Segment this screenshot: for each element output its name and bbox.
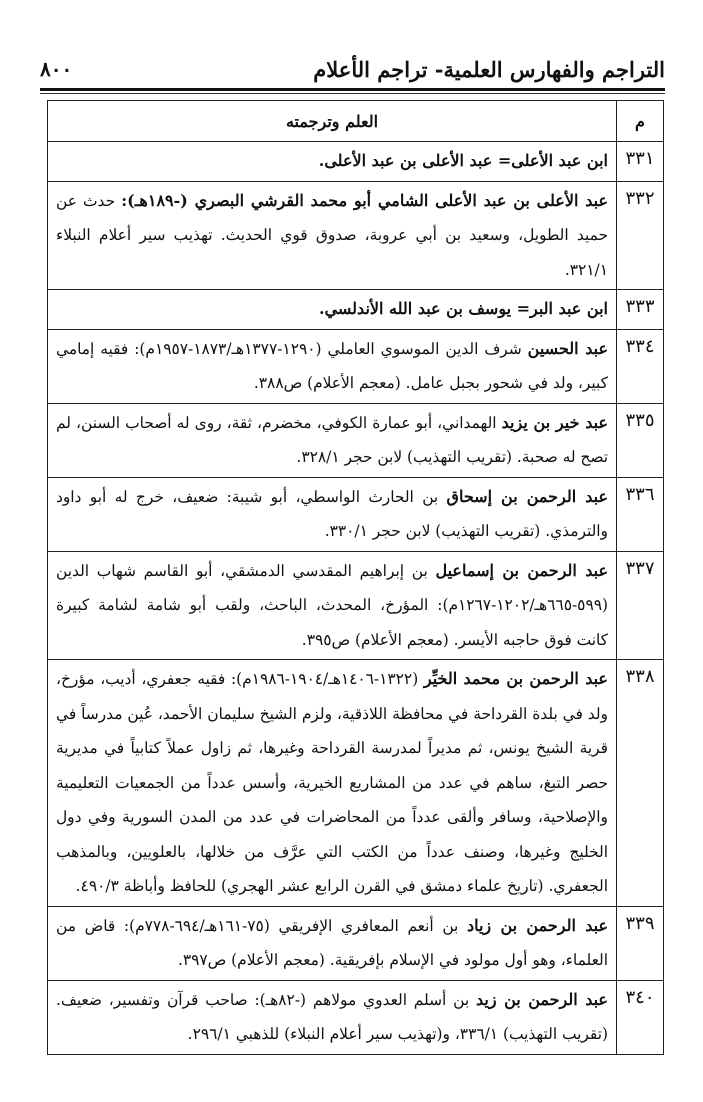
entry-number: ٣٣٩ <box>617 906 664 980</box>
table-row <box>48 980 664 1054</box>
entry-name: عبد الرحمن بن محمد الخيِّر <box>423 669 608 688</box>
entry-number: ٣٣٦ <box>617 477 664 551</box>
entry-name: عبد الرحمن بن زياد <box>466 915 608 935</box>
table-row <box>48 660 664 907</box>
header-rule-thin <box>40 93 665 94</box>
entry-name: عبد الأعلى بن عبد الأعلى الشامي أبو محمد القرشي البصري (-١٨٩هـ): <box>121 190 608 210</box>
entry-text: حدث عن حميد الطويل، وسعيد بن أبي عروبة، صدوق قوي الحديث. تهذيب سير أعلام النبلاء ٣٢١/١. <box>56 191 608 279</box>
entry-text: (١٣٢٢-١٤٠٦هـ/١٩٠٤-١٩٨٦م): فقيه جعفري، أديب، مؤرخ، ولد في بلدة القرداحة في محافظة اللاذقية، ولزم الشيخ سليمان الأحمد، عُين مدرساً في قرية الشيخ يونس، ثم مديراً لمدرسة القرداحة وغيرها، ثم زاول عملاً كتابياً في مديرية حصر التبغ، ساهم في عدد من المشاريع الخيرية، وأسس عدداً من الجمعيات التعليمية والإصلاحية، وسافر وألقى عدداً من المحاضرات في عدد من المدن السورية وفي دول الخليج وغيرها، وصنف عدداً من الكتب التي عرَّف من خلالها، بالعلويين، وبالمذهب الجعفري. (تاريخ علماء دمشق في القرن الرابع عشر الهجري) للحافظ وأباظة ٤٩٠/٣. <box>56 670 608 895</box>
entry-number: ٣٤٠ <box>617 980 664 1054</box>
entry-biography <box>48 181 617 290</box>
entry-text: شرف الدين الموسوي العاملي (١٢٩٠-١٣٧٧هـ/١٨٧٣-١٩٥٧م): فقيه إمامي كبير، ولد في شحور بجبل عامل. (معجم الأعلام) ص٣٨٨. <box>56 339 608 392</box>
page-header <box>40 52 665 86</box>
table-row <box>48 403 664 477</box>
column-header-biography: العلم وترجمته <box>48 101 617 142</box>
entry-number: ٣٣٧ <box>617 551 664 660</box>
entry-number: ٣٣٨ <box>617 660 664 907</box>
biography-table-container <box>47 100 664 1055</box>
table-row <box>48 551 664 660</box>
entry-name: عبد خير بن يزيد <box>501 412 609 432</box>
entry-name: عبد الرحمن بن إسماعيل <box>435 560 608 580</box>
entry-biography <box>48 142 617 182</box>
table-row <box>48 906 664 980</box>
column-header-number: م <box>617 101 664 142</box>
table-row <box>48 477 664 551</box>
entry-biography <box>48 477 617 551</box>
entry-text: بن الحارث الواسطي، أبو شيبة: ضعيف، خرج له أبو داود والترمذي. (تقريب التهذيب) لابن حجر ٣٣٠/١. <box>56 487 608 540</box>
entry-number: ٣٣٥ <box>617 403 664 477</box>
entry-biography <box>48 551 617 660</box>
entry-text: الهمداني، أبو عمارة الكوفي، مخضرم، ثقة، روى له أصحاب السنن، لم تصح له صحبة. (تقريب التهذيب) لابن حجر ٣٢٨/١. <box>56 413 608 466</box>
entry-number: ٣٣٤ <box>617 329 664 403</box>
running-title: التراجم والفهارس العلمية- تراجم الأعلام <box>313 56 665 82</box>
table-row <box>48 290 664 330</box>
table-row <box>48 329 664 403</box>
entry-biography <box>48 980 617 1054</box>
entry-text: بن إبراهيم المقدسي الدمشقي، أبو القاسم شهاب الدين (٥٩٩-٦٦٥هـ/١٢٠٢-١٢٦٧م): المؤرخ، المحدث، الباحث، ولقب أبو شامة لشامة كبيرة كانت فوق حاجبه الأيسر. (معجم الأعلام) ص٣٩٥. <box>56 561 608 649</box>
entry-biography <box>48 290 617 330</box>
entry-number: ٣٣٢ <box>617 181 664 290</box>
biography-table <box>47 100 664 1055</box>
table-header-row <box>48 101 664 142</box>
entry-name: ابن عبد الأعلى= عبد الأعلى بن عبد الأعلى. <box>318 151 608 170</box>
entry-number: ٣٣٣ <box>617 290 664 330</box>
header-rule-thick <box>40 88 665 91</box>
entry-name: عبد الرحمن بن إسحاق <box>446 486 608 506</box>
entry-name: عبد الرحمن بن زيد <box>475 989 608 1009</box>
table-row <box>48 181 664 290</box>
entry-biography <box>48 906 617 980</box>
entry-biography <box>48 660 617 907</box>
entry-text: بن أسلم العدوي مولاهم (-٨٢هـ): صاحب قرآن وتفسير، ضعيف. (تقريب التهذيب) ٣٣٦/١، و(تهذيب سير أعلام النبلاء) للذهبي ٢٩٦/١. <box>56 990 608 1043</box>
entry-number: ٣٣١ <box>617 142 664 182</box>
page-number: ٨٠٠ <box>40 57 73 81</box>
table-row <box>48 142 664 182</box>
entry-biography <box>48 403 617 477</box>
entry-biography <box>48 329 617 403</box>
entry-name: ابن عبد البر= يوسف بن عبد الله الأندلسي. <box>319 299 608 318</box>
entry-text: بن أنعم المعافري الإفريقي (٧٥-١٦١هـ/٦٩٤-٧٧٨م): قاض من العلماء، وهو أول مولود في الإسلام بإفريقية. (معجم الأعلام) ص٣٩٧. <box>56 916 608 969</box>
entry-name: عبد الحسين <box>527 338 608 358</box>
